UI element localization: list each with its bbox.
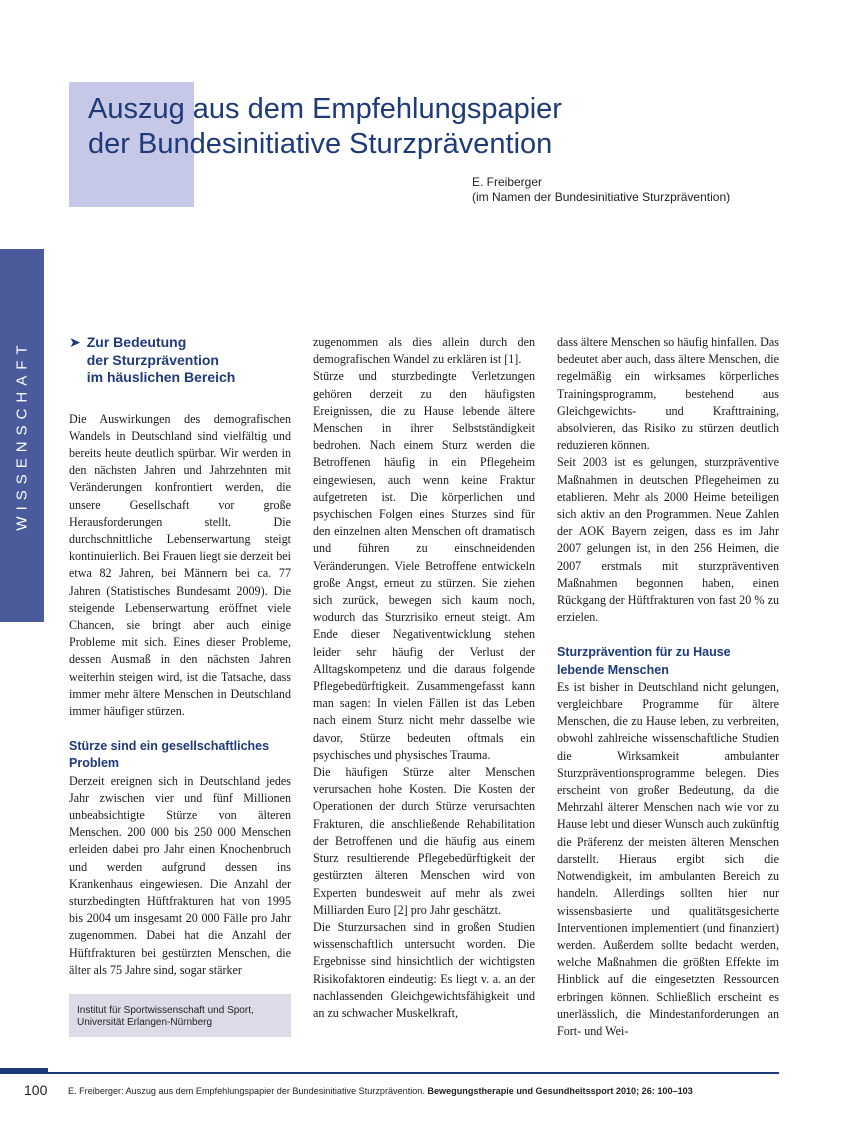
text-column-1 [69, 334, 291, 979]
page-number: 100 [24, 1082, 48, 1098]
affiliation-line-2: Universität Erlangen-Nürnberg [77, 1017, 213, 1028]
paragraph: Es ist bisher in Deutschland nicht gelungen, vergleichbare Programme für ältere Menschen, die zu Hause leben, zu verbreiten, obwohl zahlreiche wissenschaftliche Studien die Wirksamkeit ambulanter Sturzpräventionsprogramme belegen. Dies erscheint von großer Bedeutung, da die Mehrzahl älterer Menschen nach wie vor zu Hause lebt und dieser Wunsch auch zukünftig die Präferenz der meisten älteren Menschen darstellt. Hieraus ergibt sich die Notwendigkeit, im ambulanten Bereich zu handeln. Allerdings sollten hier nur wissensbasierte und qualitätsgesicherte Interventionen implementiert (und finanziert) werden. Außerdem sollte bedacht werden, welche Maßnahmen die größten Effekte im Hinblick auf die eingesetzten Ressourcen erbringen können. Schließlich erscheint es unerlässlich, die Mindestanforderungen an Fort- und Wei- [557, 679, 779, 1038]
article-title [88, 92, 562, 162]
footer-citation [68, 1086, 693, 1096]
text-column-2 [313, 334, 535, 1022]
arrow-icon: ➤ [69, 334, 81, 350]
paragraph: Stürze und sturzbedingte Verletzungen gehören derzeit zu den häufigsten Ereignissen, die zu Hause lebende ältere Menschen in ihrer Selbstständigkeit bedrohen. Nach einem Sturz werden die Betroffenen häufig in ein Pflegeheim eingewiesen, auch wenn keine Fraktur aufgetreten ist. Die körperlichen und psychischen Folgen eines Sturzes sind für den einzelnen alten Menschen oft dramatisch und führen zu einschneidenden Veränderungen. Viele Betroffene entwickeln große Angst, erneut zu stürzen. Sie ziehen sich zurück, bewegen sich kaum noch, wodurch das Sturzrisiko erneut steigt. Am Ende dieser Negativentwicklung stehen leider sehr häufig der Verlust der Alltagskompetenz und die daraus folgende Pflegebedürftigkeit. Zusammengefasst kann man sagen: In vielen Fällen ist das Leben nach einem Sturz nicht mehr dasselbe wie davor, Stürze bedeuten oftmals ein psychisches und physisches Trauma. [313, 369, 535, 762]
paragraph: zugenommen als dies allein durch den demografischen Wandel zu erklären ist [1]. [313, 335, 535, 367]
paragraph: Die Sturzursachen sind in großen Studien wissenschaftlich untersucht worden. Die Ergebnisse sind hinsichtlich der wichtigsten Risikofaktoren eindeutig: Es liegt v. a. an der nachlassenden Gleichgewichtsfähigkeit und an zu schwacher Muskelkraft, [313, 919, 535, 1020]
affiliation-box [69, 994, 291, 1037]
author-note: (im Namen der Bundesinitiative Sturzprävention) [472, 190, 731, 204]
article-title-line-1: Auszug aus dem Empfehlungspapier [88, 93, 562, 125]
text-column-3 [557, 334, 779, 1040]
paragraph: Seit 2003 ist es gelungen, sturzpräventive Maßnahmen in deutschen Pflegeheimen zu etablieren. Mehr als 2000 Heime beteiligen sich aktiv an den Programmen. Neue Zahlen der AOK Bayern zeigen, dass es im Jahr 2007 gelungen ist, in den 256 Heimen, die 2007 erstmals mit sturzpräventiven Maßnahmen begonnen haben, einen Rückgang der Hüftfrakturen von fast 20 % zu erzielen. [557, 455, 779, 625]
main-heading-line-1: Zur Bedeutung [86, 334, 187, 350]
main-section-heading [69, 334, 291, 387]
paragraph: Die Auswirkungen des demografischen Wandels in Deutschland sind vielfältig und bereits heute deutlich spürbar. Wir werden in den nächsten Jahren und Jahrzehnten mit Veränderungen konfrontiert werden, die unsere Gesellschaft vor große Herausforderungen stellt. Die durchschnittliche Lebenserwartung steigt kontinuierlich. Bei Frauen liegt sie derzeit bei etwa 82 Jahren, bei Männern bei ca. 77 Jahren (Statistisches Bundesamt 2009). Die steigende Lebenserwartung eröffnet viele Chancen, sie bringt aber auch einige Probleme mit sich. Eines dieser Probleme, dessen Ausmaß in den nächsten Jahren weiterhin steigen wird, ist die Tatsache, dass immer mehr ältere Menschen in Deutschland immer häufiger stürzen. [69, 411, 291, 718]
article-title-line-2: der Bundesinitiative Sturzprävention [88, 128, 553, 160]
citation-text: E. Freiberger: Auszug aus dem Empfehlungspapier der Bundesinitiative Sturzprävention. [68, 1086, 425, 1096]
main-heading-line-2: der Sturzprävention [86, 351, 219, 368]
author-name: E. Freiberger [472, 175, 543, 189]
subsection-heading: Sturzprävention für zu Hause lebende Menschen [557, 645, 731, 677]
affiliation-line-1: Institut für Sportwissenschaft und Sport, [77, 1005, 254, 1016]
main-heading-line-3: im häuslichen Bereich [86, 369, 236, 385]
paragraph: Die häufigen Stürze alter Menschen verursachen hohe Kosten. Die Kosten der Operationen der durch Stürze verursachten Frakturen, die anschließende Rehabilitation der Betroffenen und die häufig aus einem Sturz resultierende Pflegebedürftigkeit der gestürzten älteren Menschen wird von Experten bundesweit auf mehr als zwei Milliarden Euro [2] pro Jahr geschätzt. [313, 765, 535, 917]
author-block [472, 175, 730, 205]
paragraph: Derzeit ereignen sich in Deutschland jedes Jahr zwischen vier und fünf Millionen unbeabsichtigte Stürze von älteren Menschen. 200 000 bis 250 000 Menschen erleiden dabei pro Jahr einen Knochenbruch und werden aufgrund dessen ins Krankenhaus eingewiesen. Die Anzahl der sturzbedingten Hüftfrakturen hat von 1995 bis 2004 um insgesamt 20 000 Fälle pro Jahr zugenommen. Dabei hat die Anzahl der Hüftfrakturen bei gestürzten Menschen, die älter als 75 Jahre sind, sogar stärker [69, 773, 291, 977]
paragraph: dass ältere Menschen so häufig hinfallen. Das bedeutet aber auch, dass ältere Menschen, die regelmäßig ein wirksames körperliches Trainingsprogramm, bestehend aus Gleichgewichts- und Krafttraining, absolvieren, das Risiko zu stürzen deutlich reduzieren können. [557, 335, 779, 453]
footer-rule [0, 1072, 779, 1074]
section-side-tab-label: WISSENSCHAFT [13, 339, 31, 531]
citation-journal: Bewegungstherapie und Gesundheitssport 2010; 26: 100–103 [427, 1086, 693, 1096]
subsection-heading: Stürze sind ein gesellschaftliches Problem [69, 739, 270, 771]
